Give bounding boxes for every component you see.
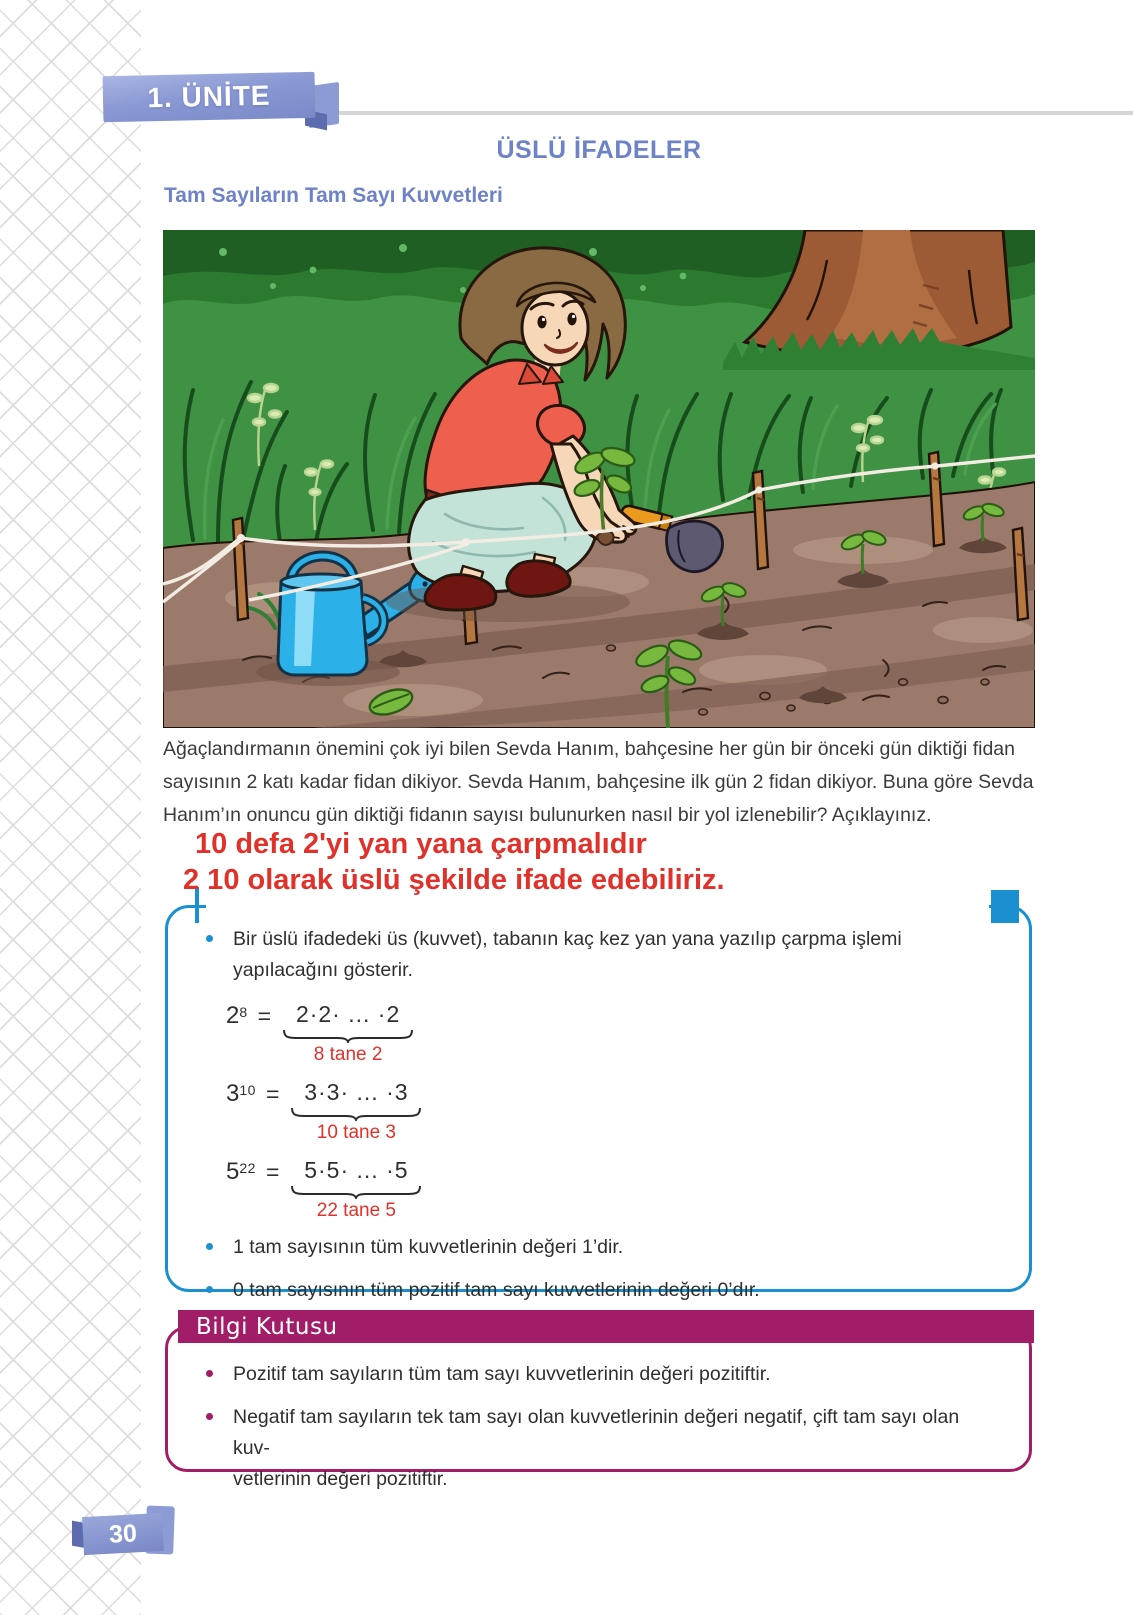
equals-sign: = xyxy=(265,1159,280,1185)
example-power: $5^{22}$ xyxy=(226,1158,256,1185)
bilgi-bullet-2-line-2: vetlerinin değeri pozitiftir. xyxy=(233,1468,448,1490)
example-row xyxy=(226,1074,999,1144)
answer-line-2: 2 10 olarak üslü şekilde ifade edebiliriz. xyxy=(183,864,725,896)
expansion: 3·3· ... ·3 10 tane 3 xyxy=(289,1074,423,1144)
bullet-dot xyxy=(206,1275,233,1306)
bilgi-bullet-2-text xyxy=(233,1402,999,1495)
underbrace xyxy=(281,1029,415,1043)
underbrace xyxy=(289,1107,423,1121)
garden-illustration xyxy=(163,230,1035,728)
expansion-label: 8 tane 2 xyxy=(313,1044,383,1065)
equals-sign: = xyxy=(265,1081,280,1107)
unit-badge xyxy=(103,72,316,122)
answer-line-1: 10 defa 2'yi yan yana çarpmalıdır xyxy=(195,828,647,860)
bullet-dot xyxy=(206,1402,233,1495)
left-crosshatch-pattern xyxy=(0,0,141,1615)
example-power: $3^{10}$ xyxy=(226,1080,256,1107)
box-corner-square xyxy=(991,890,1019,923)
handwritten-answer xyxy=(183,826,725,898)
expansion: 2·2· ... ·2 8 tane 2 xyxy=(281,996,415,1066)
info-bullet-3 xyxy=(206,1275,999,1306)
example-row xyxy=(226,996,999,1066)
underbrace xyxy=(289,1185,423,1199)
page-number-badge xyxy=(72,1506,176,1560)
bilgi-bullet-1 xyxy=(206,1359,999,1390)
bilgi-bullet-2 xyxy=(206,1402,999,1495)
unit-ribbon xyxy=(103,72,315,124)
section-subtitle: Tam Sayıların Tam Sayı Kuvvetleri xyxy=(164,184,503,207)
equals-sign: = xyxy=(257,1003,272,1029)
header-rule xyxy=(302,111,1133,115)
expansion-label: 22 tane 5 xyxy=(316,1200,396,1221)
example-power: $2^8$ xyxy=(226,1002,248,1029)
info-bullet-2 xyxy=(206,1232,999,1263)
info-bullet-3-text: 0 tam sayısının tüm pozitif tam sayı kuvvetlerinin değeri 0’dır. xyxy=(233,1279,760,1301)
info-bullet-2-text: 1 tam sayısının tüm kuvvetlerinin değeri 1’dir. xyxy=(233,1236,624,1258)
bilgi-kutusu-box xyxy=(165,1326,1032,1490)
bilgi-bullet-2-line-1: Negatif tam sayıların tek tam sayı olan kuvvetlerinin değeri negatif, çift tam sayı olan kuv- xyxy=(233,1406,960,1459)
example-row xyxy=(226,1152,999,1222)
expansion: 5·5· ... ·5 22 tane 5 xyxy=(289,1152,423,1222)
expansion-label: 10 tane 3 xyxy=(316,1122,396,1143)
box-border-gap xyxy=(206,901,989,913)
exponent-info-box xyxy=(165,905,1032,1301)
page-number: 30 xyxy=(82,1513,164,1555)
intro-paragraph: Ağaçlandırmanın önemini çok iyi bilen Sevda Hanım, bahçesine her gün bir önceki gün diktiği fidan sayısının 2 katı kadar fidan dikiyor. Sevda Hanım, bahçesine ilk gün 2 fidan dikiyor. Buna göre Sevda Hanım’ın onuncu gün diktiği fidanın sayısı bulunurken nasıl bir yol izlenebilir? Açıklayınız. xyxy=(163,738,1034,826)
bullet-dot xyxy=(206,1359,233,1390)
page-title: ÜSLÜ İFADELER xyxy=(496,136,702,164)
info-bullet-1 xyxy=(206,924,999,986)
bilgi-kutusu-title: Bilgi Kutusu xyxy=(196,1313,338,1340)
bilgi-bullet-1-text: Pozitif tam sayıların tüm tam sayı kuvvetlerinin değeri pozitiftir. xyxy=(233,1363,771,1385)
bullet-dot xyxy=(206,1232,233,1263)
bilgi-kutusu-header xyxy=(178,1310,1034,1343)
unit-badge-label: 1. ÜNİTE xyxy=(147,79,271,114)
exponent-examples xyxy=(226,996,999,1222)
info-bullet-1-text: Bir üslü ifadedeki üs (kuvvet), tabanın kaç kez yan yana yazılıp çarpma işlemi yapılacağını gösterir. xyxy=(233,928,902,981)
bullet-dot xyxy=(206,924,233,986)
